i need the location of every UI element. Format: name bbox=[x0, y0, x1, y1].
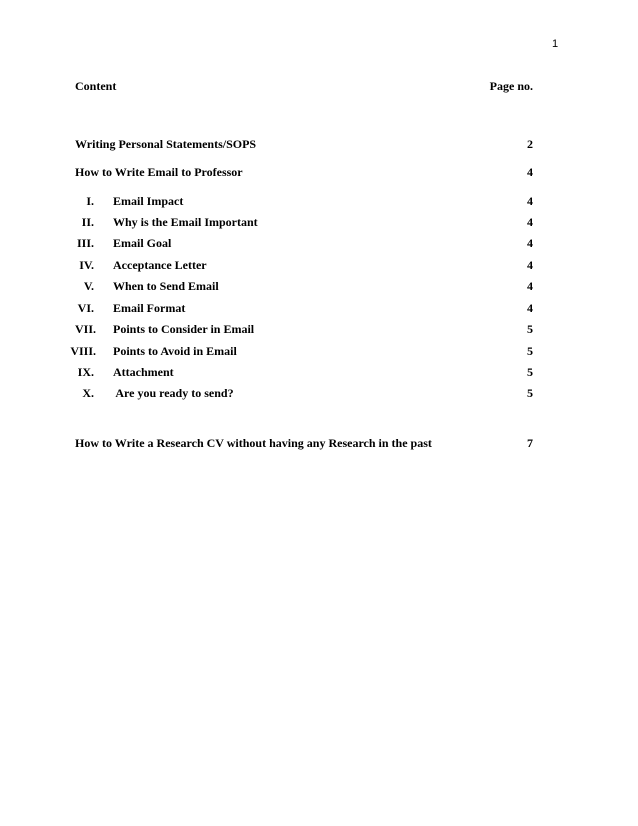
toc-entry-label: Writing Personal Statements/SOPS bbox=[75, 137, 257, 151]
toc-subentry-ready-to-send bbox=[0, 385, 638, 401]
toc-subentry-page: 4 bbox=[527, 236, 533, 250]
toc-subentry-numeral: VIII. bbox=[70, 344, 96, 358]
toc-subentry-page: 4 bbox=[527, 258, 533, 272]
toc-subentry-label: Email Impact bbox=[113, 194, 184, 208]
toc-subentry-numeral: VII. bbox=[74, 322, 96, 336]
toc-subentry-numeral: VI. bbox=[77, 301, 94, 315]
toc-subentry-email-goal bbox=[0, 235, 638, 251]
toc-entry-label: How to Write a Research CV without having any Research in the past bbox=[75, 436, 432, 450]
toc-subentry-label: Email Format bbox=[113, 301, 186, 315]
toc-subentry-attachment bbox=[0, 364, 638, 380]
toc-subentry-label: Attachment bbox=[113, 365, 174, 379]
page-no-heading: Page no. bbox=[489, 79, 533, 93]
toc-entry-page: 7 bbox=[527, 436, 533, 450]
toc-subentry-page: 4 bbox=[527, 194, 533, 208]
toc-subentry-page: 5 bbox=[527, 322, 533, 336]
toc-subentry-when-to-send bbox=[0, 278, 638, 294]
toc-header bbox=[0, 78, 638, 94]
toc-subentry-email-impact bbox=[0, 193, 638, 209]
toc-entry-page: 2 bbox=[527, 137, 533, 151]
toc-subentry-page: 5 bbox=[527, 365, 533, 379]
toc-subentry-points-avoid bbox=[0, 343, 638, 359]
toc-subentry-page: 4 bbox=[527, 279, 533, 293]
toc-subentry-numeral: V. bbox=[83, 279, 94, 293]
toc-subentry-label: Why is the Email Important bbox=[113, 215, 258, 229]
toc-subentry-page: 4 bbox=[527, 301, 533, 315]
content-heading: Content bbox=[75, 79, 117, 93]
toc-entry-research-cv bbox=[0, 435, 638, 451]
toc-subentry-label: Points to Avoid in Email bbox=[113, 344, 237, 358]
toc-subentry-label: Are you ready to send? bbox=[113, 386, 234, 400]
toc-entry-page: 4 bbox=[527, 165, 533, 179]
toc-subentry-numeral: X. bbox=[82, 386, 94, 400]
toc-entry-email-professor bbox=[0, 164, 638, 180]
toc-subentry-email-important bbox=[0, 214, 638, 230]
toc-subentry-label: When to Send Email bbox=[113, 279, 219, 293]
toc-subentry-page: 5 bbox=[527, 386, 533, 400]
toc-subentry-label: Email Goal bbox=[113, 236, 172, 250]
toc-subentry-acceptance-letter bbox=[0, 257, 638, 273]
toc-subentry-page: 5 bbox=[527, 344, 533, 358]
toc-subentry-numeral: III. bbox=[76, 236, 94, 250]
toc-subentry-points-consider bbox=[0, 321, 638, 337]
toc-entry-label: How to Write Email to Professor bbox=[75, 165, 243, 179]
toc-subentry-label: Points to Consider in Email bbox=[113, 322, 255, 336]
toc-subentry-numeral: II. bbox=[81, 215, 94, 229]
toc-subentry-numeral: I. bbox=[86, 194, 94, 208]
page-number: 1 bbox=[552, 38, 559, 50]
toc-subentry-email-format bbox=[0, 300, 638, 316]
toc-subentry-numeral: IX. bbox=[77, 365, 94, 379]
toc-subentry-page: 4 bbox=[527, 215, 533, 229]
toc-entry-sops bbox=[0, 136, 638, 152]
toc-subentry-label: Acceptance Letter bbox=[113, 258, 207, 272]
toc-subentry-numeral: IV. bbox=[79, 258, 94, 272]
